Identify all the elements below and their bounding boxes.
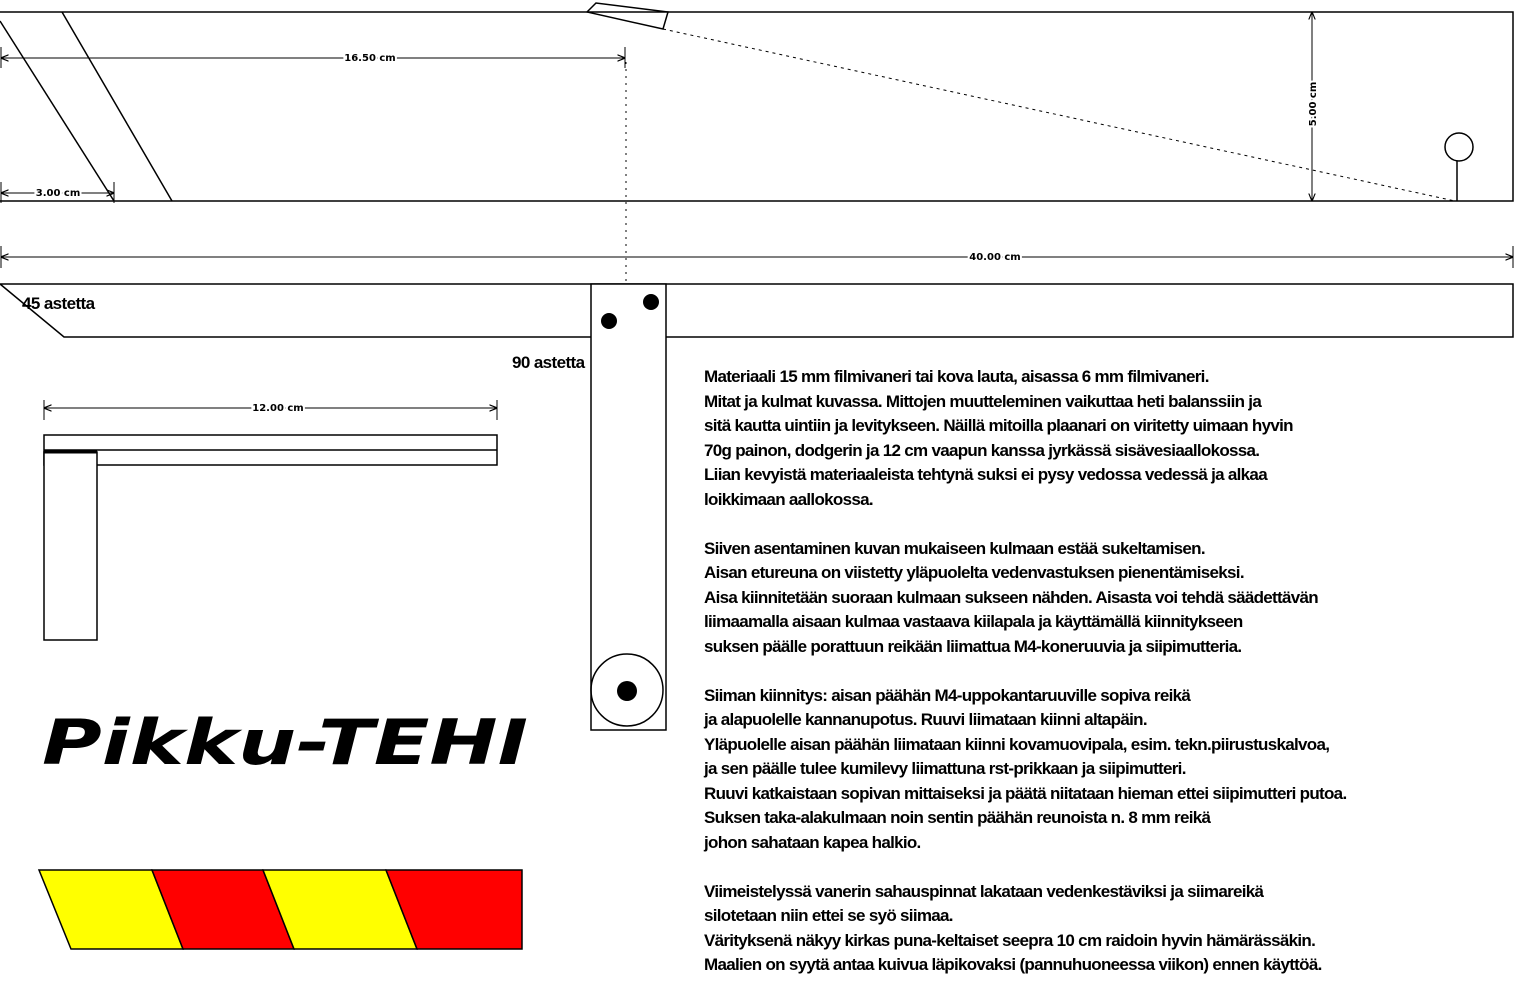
top-view-board <box>0 284 1513 337</box>
instruction-line: ja alapuolelle kannanupotus. Ruuvi liimataan kiinni altapäin. <box>704 710 1147 729</box>
board-outline <box>0 12 1513 201</box>
mount-hole-2 <box>643 294 659 310</box>
fin-profile <box>587 3 668 29</box>
angle-label-fin: 90 astetta <box>512 353 585 372</box>
instruction-paragraph <box>704 880 1524 978</box>
instruction-line: Viimeistelyssä vanerin sahauspinnat lakataan vedenkestäviksi ja siimareikä <box>704 881 1264 901</box>
instruction-paragraph <box>704 684 1524 856</box>
instruction-line: Värityksenä näkyy kirkas puna-keltaiset seepra 10 cm raidoin hyvin hämärässäkin. <box>704 930 1316 950</box>
product-title: Pikku-TEHI <box>42 706 528 779</box>
angle-label-front: 45 astetta <box>22 294 95 313</box>
dimension-labels <box>36 53 1319 418</box>
instruction-line: 70g painon, dodgerin ja 12 cm vaapun kanssa jyrkässä sisävesiaallokossa. <box>704 440 1260 460</box>
line-screw-hole <box>617 681 637 701</box>
front-bevel-line-1 <box>0 21 114 201</box>
fin-bracket-view <box>44 435 497 640</box>
instruction-line: suksen päälle porattuun reikään liimattua M4-koneruuvia ja siipimutteria. <box>704 636 1242 656</box>
instruction-paragraph <box>704 365 1524 512</box>
side-view <box>0 3 1513 201</box>
dim-label-height: 5.00 cm <box>1308 81 1319 127</box>
dim-label-fin-length: 12.00 cm <box>252 403 304 414</box>
instruction-line: sitä kautta uintiin ja levitykseen. Näillä mitoilla plaanari on viritetty uimaan hyvin <box>704 416 1293 435</box>
instruction-line: ja sen päälle tulee kumilevy liimattuna rst-prikkaan ja siipimutteri. <box>704 759 1186 778</box>
front-bevel-line-2 <box>62 12 172 201</box>
instruction-line: Siiven asentaminen kuvan mukaiseen kulmaan estää sukeltamisen. <box>704 538 1205 558</box>
fin-angle-line <box>663 29 1455 201</box>
instruction-line: liimaamalla aisaan kulmaa vastaava kiilapala ja käyttämällä kiinnitykseen <box>704 612 1243 631</box>
dim-label-nose: 16.50 cm <box>344 53 396 64</box>
instruction-line: loikkimaan aallokossa. <box>704 489 873 509</box>
instruction-line: Mitat ja kulmat kuvassa. Mittojen muutteleminen vaikuttaa heti balanssiin ja <box>704 391 1262 411</box>
instruction-paragraph <box>704 537 1524 660</box>
instruction-line: silotetaan niin ettei se syö siimaa. <box>704 906 953 925</box>
instruction-line: Aisa kiinnitetään suoraan kulmaan sukseen nähden. Aisasta voi tehdä säädettävän <box>704 587 1318 607</box>
line-attachment-hole <box>1445 133 1473 161</box>
instructions-text <box>704 365 1524 1002</box>
fin-leg <box>44 452 97 640</box>
dim-label-bevel: 3.00 cm <box>35 188 81 199</box>
instruction-line: Materiaali 15 mm filmivaneri tai kova lauta, aisassa 6 mm filmivaneri. <box>704 367 1209 386</box>
instruction-line: Aisan etureuna on viistetty yläpuolelta vedenvastuksen pienentämiseksi. <box>704 563 1244 582</box>
instruction-line: Suksen taka-alakulmaan noin sentin päähän reunoista n. 8 mm reikä <box>704 808 1211 827</box>
stripe-pattern <box>39 870 522 949</box>
instruction-line: johon sahataan kapea halkio. <box>704 832 921 852</box>
instruction-line: Maalien on syytä antaa kuivua läpikovaksi (pannuhuoneessa viikon) ennen käyttöä. <box>704 955 1322 974</box>
instruction-line: Siiman kiinnitys: aisan päähän M4-uppokantaruuville sopiva reikä <box>704 685 1191 705</box>
instruction-line: Liian kevyistä materiaaleista tehtynä suksi ei pysy vedossa vedessä ja alkaa <box>704 465 1267 484</box>
instruction-line: Ruuvi katkaistaan sopivan mittaiseksi ja päätä niitataan hieman ettei siipimutteri putoa. <box>704 783 1347 803</box>
mount-hole-1 <box>601 313 617 329</box>
instruction-line: Yläpuolelle aisan päähän liimataan kiinni kovamuovipala, esim. tekn.piirustuskalvoa, <box>704 734 1330 754</box>
dim-label-total: 40.00 cm <box>969 252 1021 263</box>
